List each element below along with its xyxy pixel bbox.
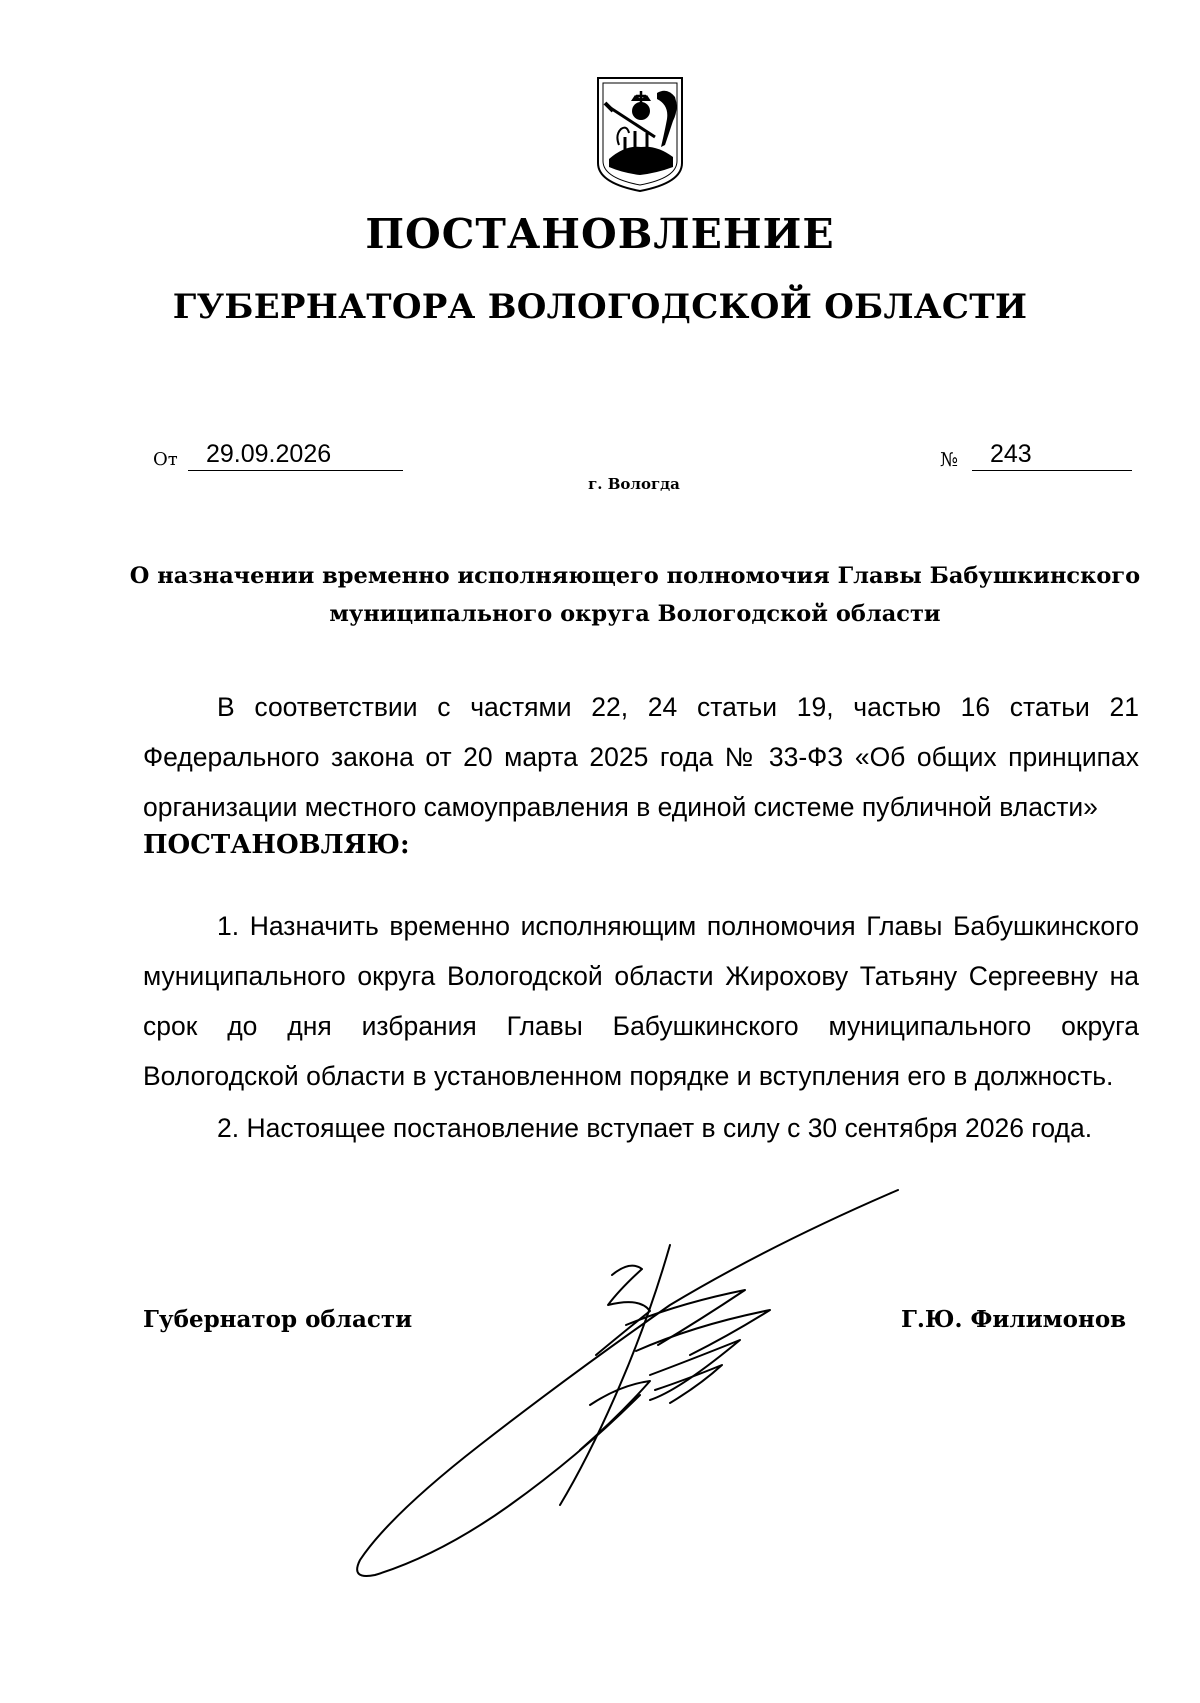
vologda-coat-of-arms-icon (595, 75, 685, 193)
number-prefix: № (940, 449, 958, 471)
document-title: ПОСТАНОВЛЕНИЕ (365, 210, 835, 258)
document-number: 243 (972, 439, 1132, 471)
document-issuer: ГУБЕРНАТОРА ВОЛОГОДСКОЙ ОБЛАСТИ (172, 287, 1028, 327)
document-date: 29.09.2026 (188, 439, 403, 471)
decree-heading: ПОСТАНОВЛЯЮ: (143, 830, 410, 860)
decree-item-1: 1. Назначить временно исполняющим полномочия Главы Бабушкинского муниципального округа Вологодской области Жирохову Татьяну Сергеевну на срок до дня избрания Главы Бабушкинского муниципального округа Вологодской области в установленном порядке и вступления его в должность. (143, 911, 1139, 1091)
legal-basis-paragraph: В соответствии с частями 22, 24 статьи 19, частью 16 статьи 21 Федерального закона от 20 марта 2025 года № 33-ФЗ «Об общих принципах организации местного самоуправления в единой системе публичной власти» (143, 692, 1139, 822)
issue-city: г. Вологда (588, 475, 680, 493)
handwritten-signature (350, 1185, 910, 1585)
signatory-name: Г.Ю. Филимонов (901, 1306, 1127, 1333)
document-subject: О назначении временно исполняющего полномочия Главы Бабушкинского муниципального округа Вологодской области (129, 563, 1141, 627)
signatory-role: Губернатор области (143, 1306, 413, 1333)
decree-item-2: 2. Настоящее постановление вступает в силу с 30 сентября 2026 года. (217, 1113, 1093, 1143)
date-prefix: От (153, 449, 178, 470)
